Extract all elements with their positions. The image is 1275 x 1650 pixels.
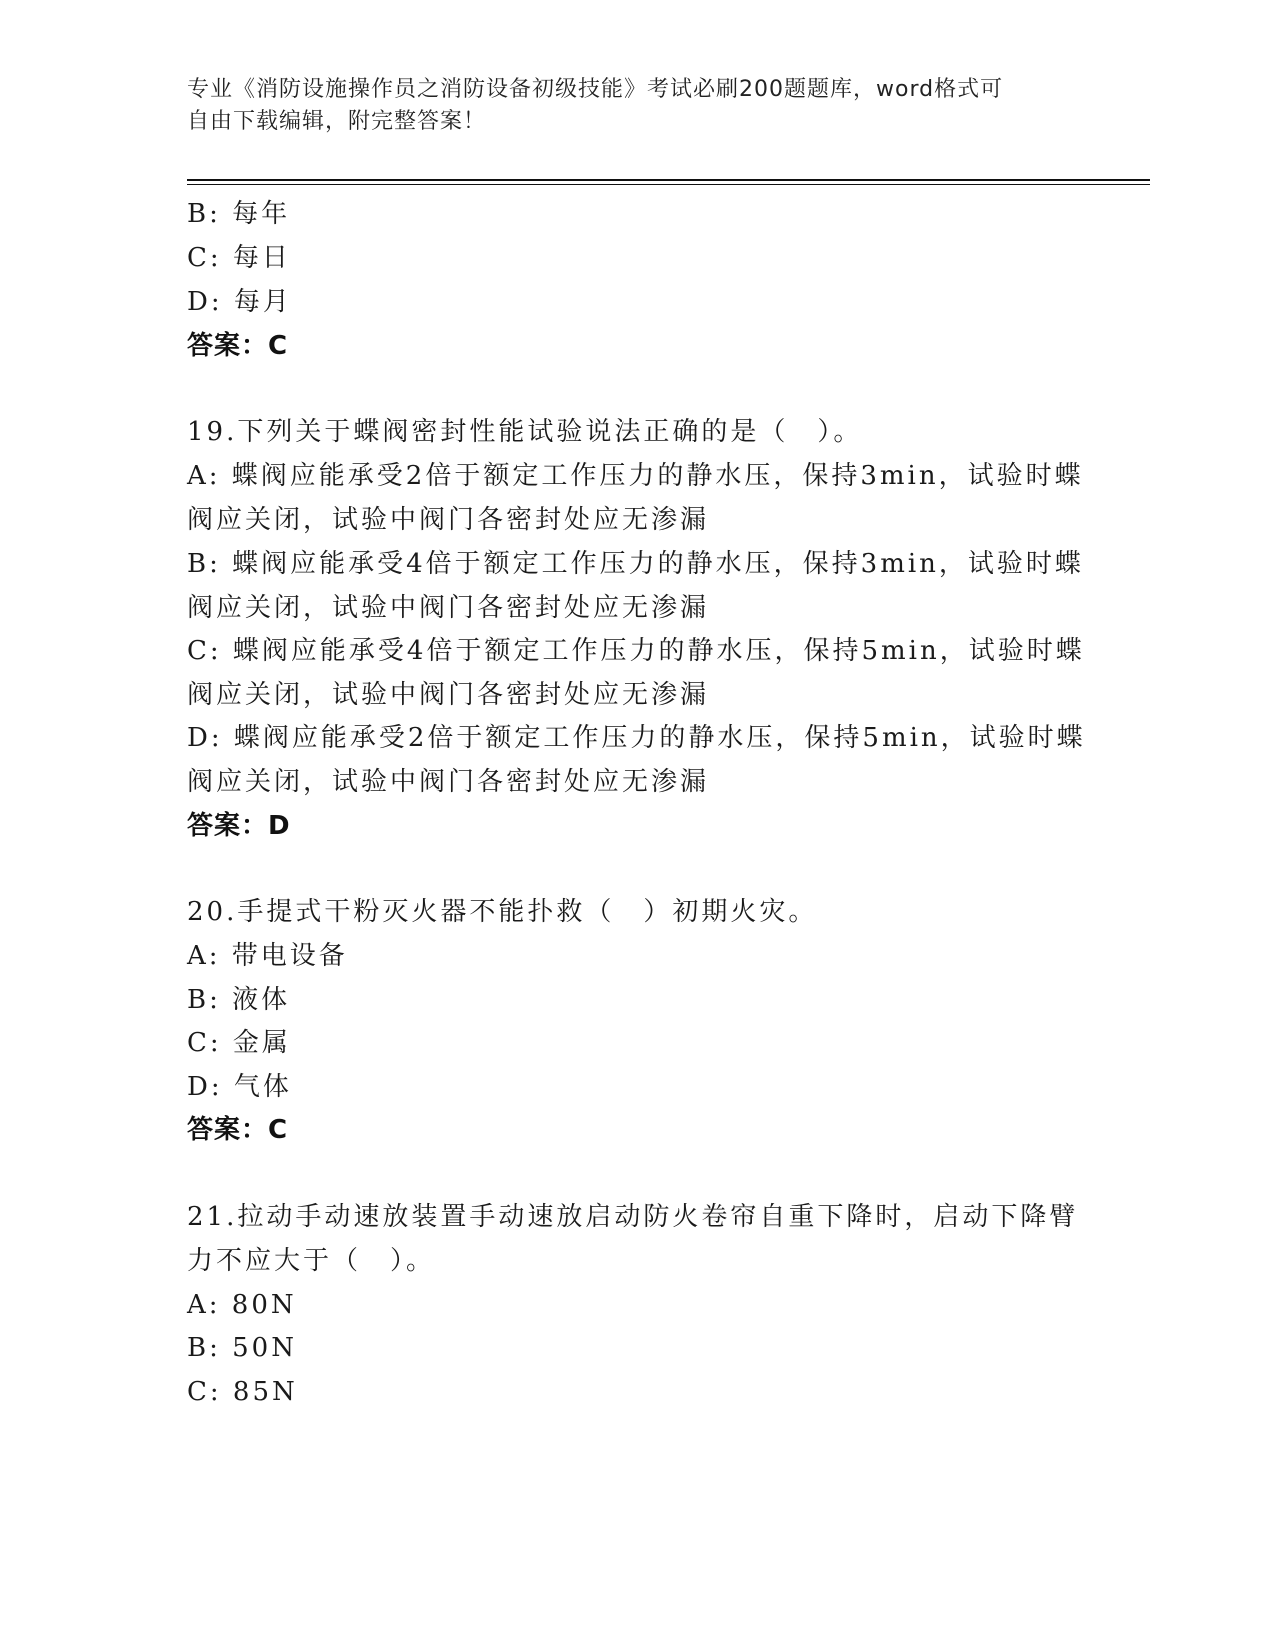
q19-option-a-line2: 阀应关闭，试验中阀门各密封处应无渗漏	[187, 505, 710, 535]
q21-option-b: B: 50N	[187, 1333, 297, 1363]
q19-option-d-line2: 阀应关闭，试验中阀门各密封处应无渗漏	[187, 767, 710, 797]
document-header	[187, 74, 1087, 138]
q19-option-c-line2: 阀应关闭，试验中阀门各密封处应无渗漏	[187, 680, 710, 710]
q18-answer: 答案：C	[187, 331, 289, 361]
q20-question: 20.手提式干粉灭火器不能扑救（ ）初期火灾。	[187, 897, 818, 927]
q19-option-b-line1: B: 蝶阀应能承受4倍于额定工作压力的静水压，保持3min，试验时蝶	[187, 549, 1084, 579]
q18-option-c: C: 每日	[187, 243, 291, 273]
q19-answer: 答案：D	[187, 811, 291, 841]
header-line-1: 专业《消防设施操作员之消防设备初级技能》考试必刷200题题库，word格式可	[187, 77, 1004, 102]
q20-option-a: A: 带电设备	[187, 941, 348, 971]
q20-answer: 答案：C	[187, 1115, 289, 1145]
q18-option-b: B: 每年	[187, 199, 291, 229]
q19-option-a-line1: A: 蝶阀应能承受2倍于额定工作压力的静水压，保持3min，试验时蝶	[187, 461, 1084, 491]
q18-option-d: D: 每月	[187, 287, 292, 317]
header-line-2: 自由下载编辑，附完整答案！	[187, 109, 487, 134]
q19-question: 19.下列关于蝶阀密封性能试验说法正确的是（ ）。	[187, 417, 863, 447]
q19-option-c-line1: C: 蝶阀应能承受4倍于额定工作压力的静水压，保持5min，试验时蝶	[187, 636, 1085, 666]
q19-option-b-line2: 阀应关闭，试验中阀门各密封处应无渗漏	[187, 593, 710, 623]
q21-question-line1: 21.拉动手动速放装置手动速放启动防火卷帘自重下降时，启动下降臂	[187, 1202, 1079, 1232]
q20-option-b: B: 液体	[187, 985, 291, 1015]
q21-option-a: A: 80N	[187, 1290, 297, 1320]
q20-option-d: D: 气体	[187, 1072, 292, 1102]
header-rule-thin	[187, 184, 1150, 185]
q21-question-line2: 力不应大于（ ）。	[187, 1246, 436, 1276]
q20-option-c: C: 金属	[187, 1028, 291, 1058]
header-rule-thick	[187, 179, 1150, 181]
q19-option-d-line1: D: 蝶阀应能承受2倍于额定工作压力的静水压，保持5min，试验时蝶	[187, 723, 1086, 753]
q21-option-c: C: 85N	[187, 1377, 298, 1407]
